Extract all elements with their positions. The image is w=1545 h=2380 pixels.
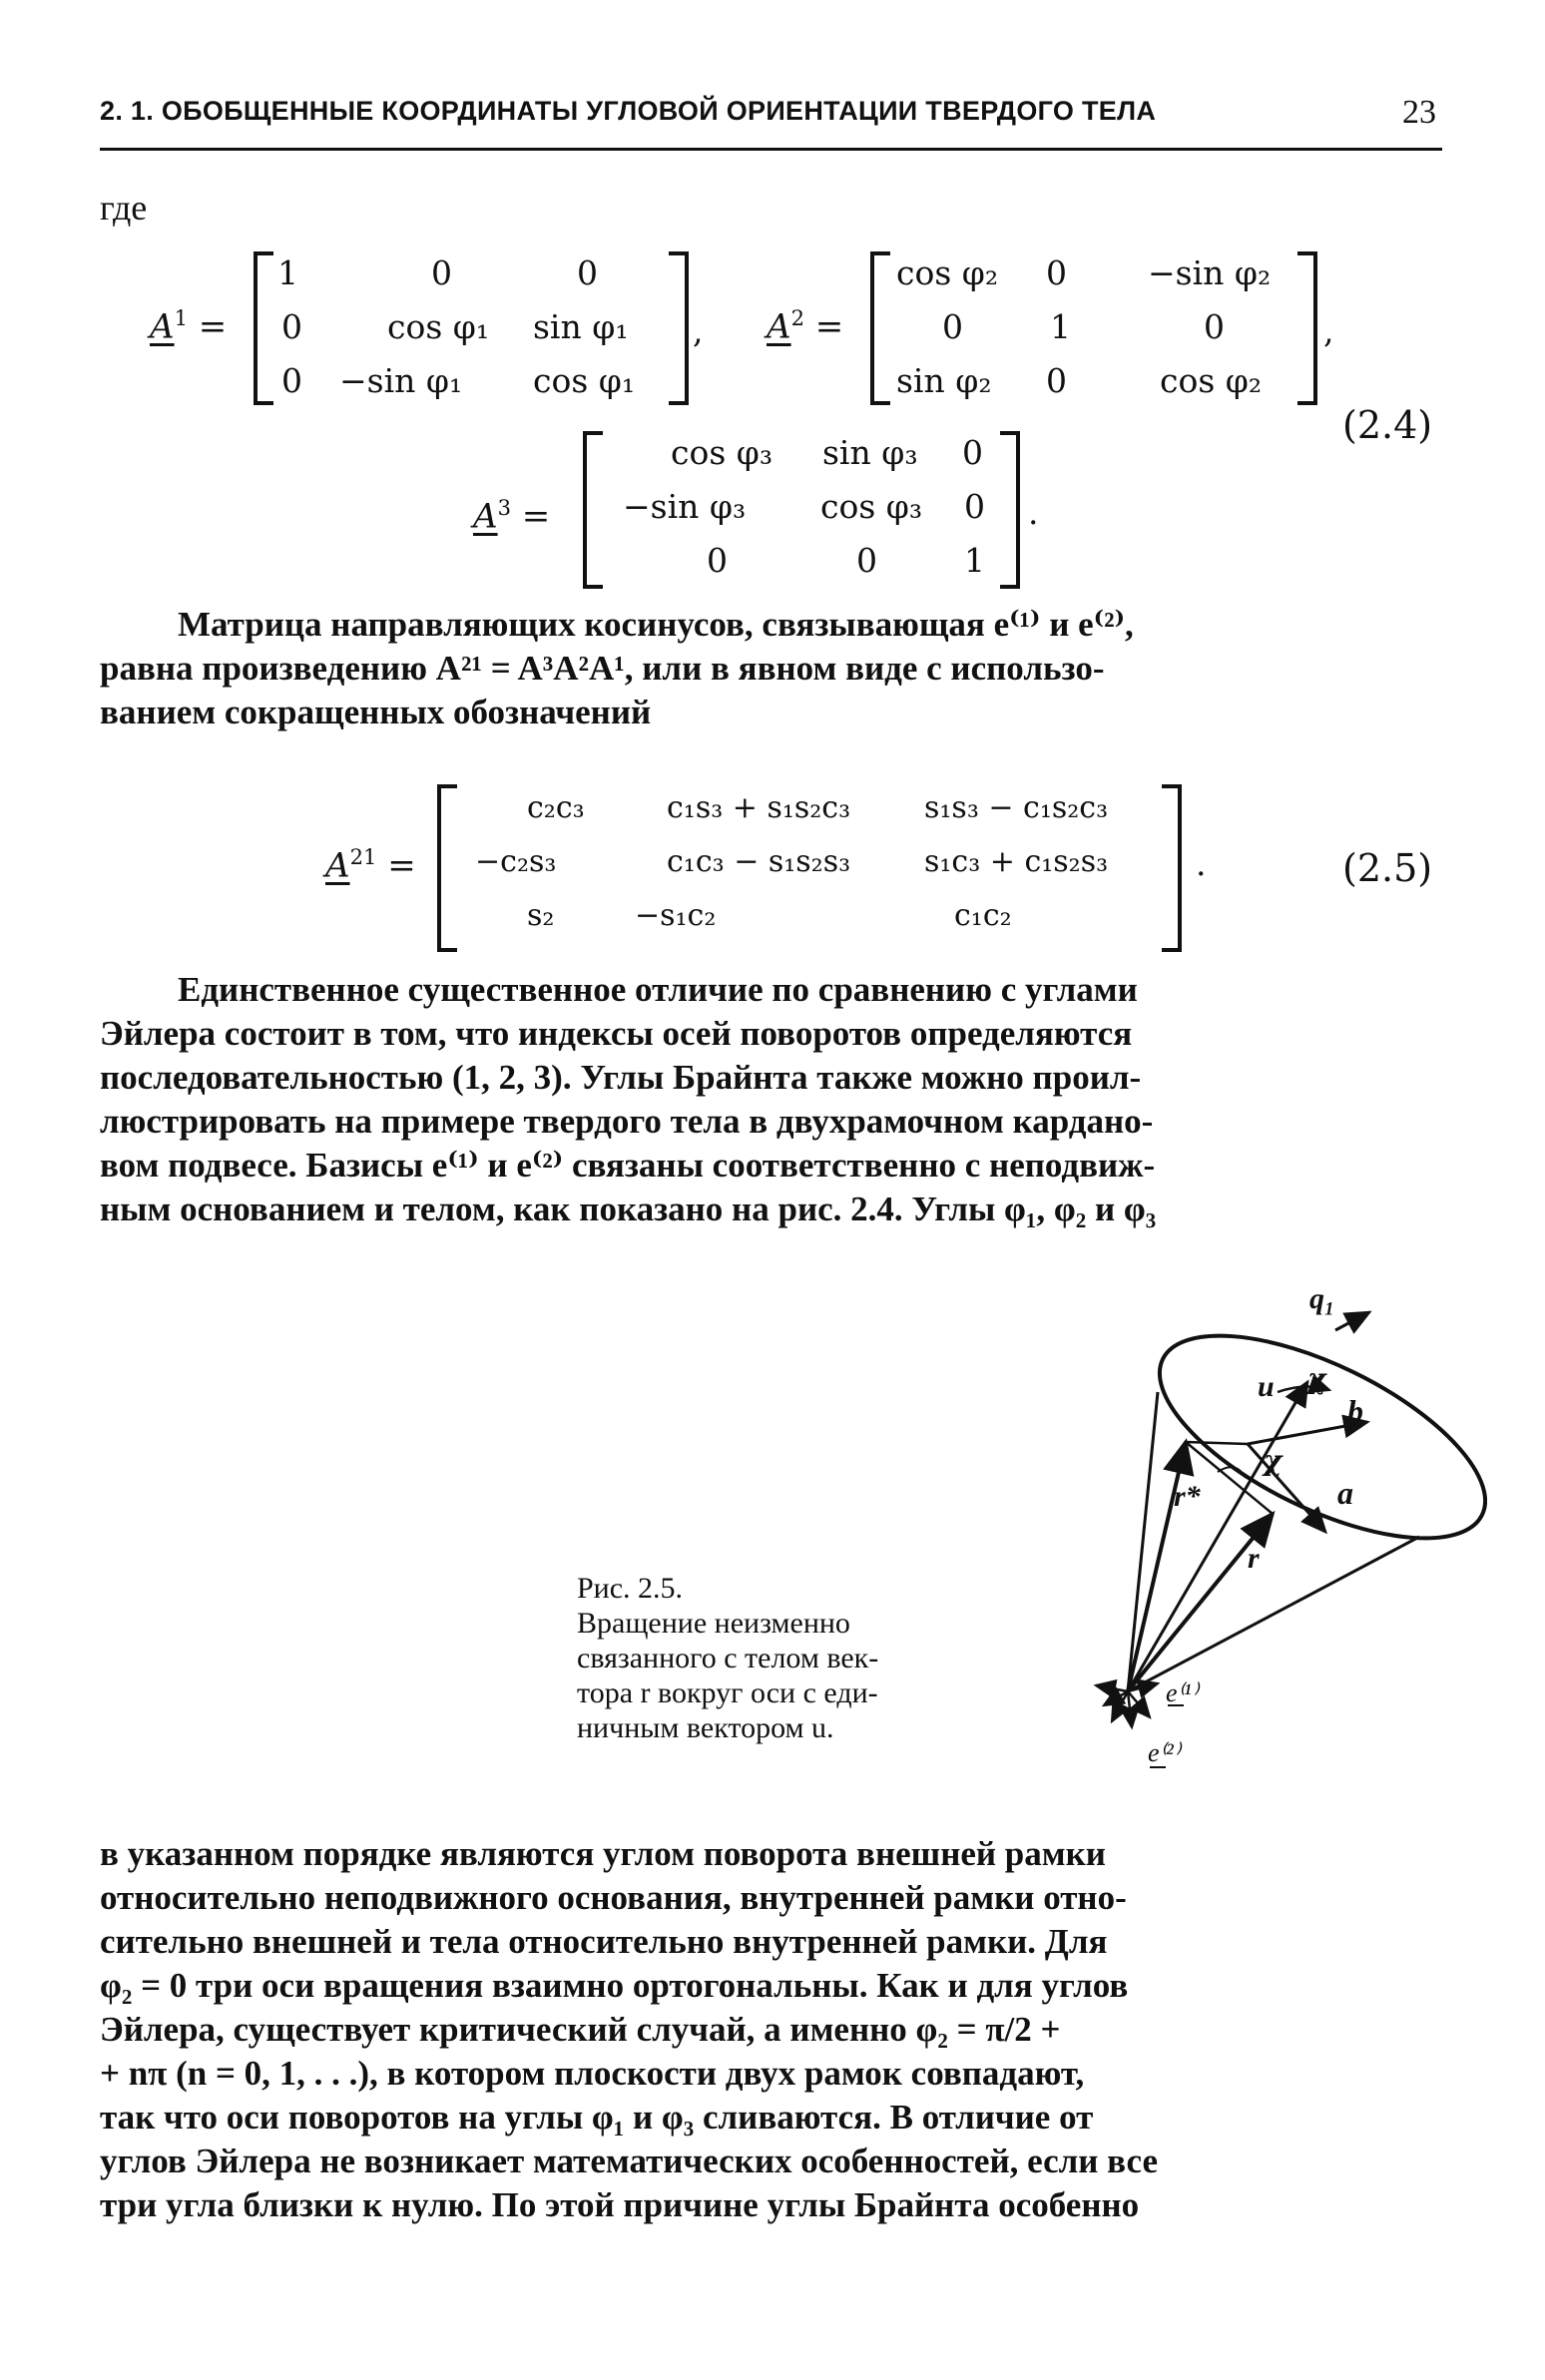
a3-r3c2: 0 [856, 541, 877, 580]
para3-line2: относительно неподвижного основания, внутренней рамки отно- [100, 1878, 1127, 1917]
a21-r3c3: c₁c₂ [954, 898, 1012, 933]
equation-number-2-4: (2.4) [1342, 403, 1433, 447]
label-u: u [1258, 1370, 1275, 1403]
para3-line6: + nπ (n = 0, 1, . . .), в котором плоскости двух рамок совпадают, [100, 2054, 1085, 2093]
para1-line2: равна произведению A²¹ = A³A²A¹, или в явном виде с использо- [100, 649, 1105, 688]
para2-line3: последовательностью (1, 2, 3). Углы Брайнта также можно проил- [100, 1058, 1142, 1097]
figure-caption-line1: Вращение неизменно [577, 1607, 850, 1640]
label-r: r [1248, 1542, 1260, 1575]
a3-r1c1: cos φ₃ [671, 433, 773, 472]
matrix-a2-right-bracket [1297, 251, 1317, 405]
para3-line7: так что оси поворотов на углы φ₁ и φ₃ сливаются. В отличие от [100, 2098, 1094, 2137]
page-number: 23 [1402, 94, 1436, 131]
a3-r3c1: 0 [707, 541, 728, 580]
figure-caption-line3: тора r вокруг оси с еди- [577, 1676, 878, 1709]
para2-line2: Эйлера состоит в том, что индексы осей поворотов определяются [100, 1014, 1133, 1053]
para2-line5: вом подвесе. Базисы e⁽¹⁾ и e⁽²⁾ связаны соответственно с неподвиж- [100, 1146, 1156, 1185]
a3-r3c3: 1 [964, 541, 985, 580]
book-page: 2. 1. ОБОБЩЕННЫЕ КООРДИНАТЫ УГЛОВОЙ ОРИЕНТАЦИИ ТВЕРДОГО ТЕЛА 23 где $A^1$ = 1 0 0 0 cos φ₁ sin φ₁ 0 −sin φ₁ cos φ₁ , $A^2$ = cos φ₂ 0 −sin φ₂ 0 1 0 sin φ₂ 0 cos φ₂ , (2.4) $A^3$ = cos φ₃ sin φ₃ 0 −sin φ₃ cos φ₃ 0 0 0 1 . Матрица направляющих косинусов, связывающая e⁽¹⁾ и e⁽²⁾, равна произведению A²¹ = A³A²A¹, или в явном виде с использо- ванием сокращенных обозначений $A^{21}$ = c₂c₃ c₁s₃ + s₁s₂c₃ s₁s₃ − c₁s₂c₃ −c₂s₃ c₁c₃ − s₁s₂s₃ s₁c₃ + c₁s₂s₃ s₂ −s₁c₂ c₁c₂ . (2.5) Единственное существенное отличие по сравнению с углами Эйлера состоит в том, что индексы осей поворотов определяются последовательностью (1, 2, 3). Углы Брайнта также можно проил- люстрировать на примере твердого тела в двухрамочном кардано- вом подвесе. Базисы e⁽¹⁾ и e⁽²⁾ связаны соответственно с неподвиж- ным основанием и телом, как показано на рис. 2.4. Углы φ₁, φ₂ и φ₃ Рис. 2.5. Вращение неизменно связанного с телом век- тора r вокруг оси с еди- ничным вектором u. q₁ u χ χ b a r* r e⁽¹⁾ e⁽²⁾ в указанном порядке являются углом поворота внешней рамки относительно неподвижного основания, внутренней рамки отно- сительно внешней и тела относительно внутренней рамки. Для φ₂ = 0 три оси вращения взаимно ортогональны. Как и для углов Эйлера, существует критический случай, а именно φ₂ = π/2 + + nπ (n = 0, 1, . . .), в котором плоскости двух рамок совпадают, так что оси поворотов на углы φ₁ и φ₃ сливаются. В отличие от углов Эйлера не возникает математических особенностей, если все три угла близки к нулю. По этой причине углы Брайнта особенно [0, 0, 1545, 2380]
figure-caption-line2: связанного с телом век- [577, 1642, 879, 1674]
para3-line9: три угла близки к нулю. По этой причине углы Брайнта особенно [100, 2185, 1140, 2224]
matrix-a3-right-bracket [1000, 431, 1020, 589]
a1-r2c2: cos φ₁ [387, 307, 490, 346]
a1-r1c2: 0 [431, 253, 452, 292]
paragraph-bryant-angles [100, 968, 1442, 1231]
matrix-a2-label: $A^2$ = [767, 305, 844, 347]
a3-r2c3: 0 [964, 487, 985, 526]
a2-r1c2: 0 [1046, 253, 1067, 292]
label-b: b [1347, 1393, 1363, 1429]
paragraph-direction-cosines [100, 603, 1442, 734]
para1-line3: ванием сокращенных обозначений [100, 693, 652, 731]
label-a: a [1337, 1475, 1353, 1511]
header-title: 2. 1. ОБОБЩЕННЫЕ КООРДИНАТЫ УГЛОВОЙ ОРИЕНТАЦИИ ТВЕРДОГО ТЕЛА [100, 96, 1157, 126]
running-header [100, 96, 1442, 151]
para3-line8: углов Эйлера не возникает математических особенностей, если все [100, 2142, 1158, 2180]
a2-r3c1: sin φ₂ [896, 361, 992, 400]
a3-r2c2: cos φ₃ [820, 487, 923, 526]
figure-caption-line4: ничным вектором u. [577, 1711, 834, 1744]
figure-caption [577, 1571, 1006, 1745]
matrix-a21-left-bracket [437, 784, 457, 952]
label-e1: e⁽¹⁾ [1166, 1678, 1199, 1707]
a21-r3c1: s₂ [527, 898, 555, 933]
a2-r2c1: 0 [942, 307, 963, 346]
label-q: q₁ [1309, 1282, 1335, 1315]
para3-line3: сительно внешней и тела относительно внутренней рамки. Для [100, 1922, 1108, 1961]
cone-base-ellipse [1131, 1294, 1487, 1579]
a3-r2c1: −sin φ₃ [623, 487, 747, 526]
a21-r2c2: c₁c₃ − s₁s₂s₃ [667, 844, 851, 879]
a21-r2c3: s₁c₃ + c₁s₂s₃ [924, 844, 1109, 879]
matrix-a3-left-bracket [583, 431, 603, 589]
para2-line1: Единственное существенное отличие по сравнению с углами [178, 970, 1138, 1009]
para3-line5: Эйлера, существует критический случай, а именно φ₂ = π/2 + [100, 2010, 1061, 2049]
paragraph-critical-case [100, 1832, 1442, 2227]
basis-e1-arrow-2 [1096, 1685, 1128, 1691]
figure-caption-title: Рис. 2.5. [577, 1572, 684, 1605]
label-chi-top: χ [1307, 1362, 1326, 1395]
radius-line [1186, 1442, 1248, 1444]
vector-a [1248, 1444, 1325, 1532]
a21-r2c1: −c₂s₃ [475, 844, 557, 879]
a2-r3c2: 0 [1046, 361, 1067, 400]
para2-line4: люстрировать на примере твердого тела в двухрамочном кардано- [100, 1102, 1154, 1141]
label-chi-inner: χ [1264, 1444, 1283, 1477]
where-word: где [100, 188, 148, 228]
matrix-a2-left-bracket [870, 251, 890, 405]
a1-r2c1: 0 [281, 307, 302, 346]
para2-line6: ным основанием и телом, как показано на рис. 2.4. Углы φ₁, φ₂ и φ₃ [100, 1190, 1157, 1228]
a1-r2c3: sin φ₁ [533, 307, 629, 346]
a1-r3c1: 0 [281, 361, 302, 400]
a1-r1c3: 0 [577, 253, 598, 292]
rotation-cone-figure [1068, 1282, 1487, 1821]
a2-r2c3: 0 [1204, 307, 1225, 346]
a21-r3c2: −s₁c₂ [635, 898, 717, 933]
a21-r1c3: s₁s₃ − c₁s₂c₃ [924, 790, 1109, 825]
para3-line1: в указанном порядке являются углом поворота внешней рамки [100, 1834, 1106, 1873]
matrix-a3-label: $A^3$ = [473, 495, 551, 537]
a3-r1c3: 0 [962, 433, 983, 472]
a1-r3c3: cos φ₁ [533, 361, 636, 400]
equation-number-2-5: (2.5) [1342, 846, 1433, 890]
a21-r1c1: c₂c₃ [527, 790, 585, 825]
matrix-a1-left-bracket [254, 251, 273, 405]
para1-line1: Матрица направляющих косинусов, связывающая e⁽¹⁾ и e⁽²⁾, [178, 605, 1134, 644]
a1-r1c1: 1 [277, 253, 298, 292]
a2-r3c3: cos φ₂ [1160, 361, 1263, 400]
matrix-a1-label: $A^1$ = [150, 305, 228, 347]
a2-r2c2: 1 [1050, 307, 1071, 346]
matrix-a1-right-bracket [669, 251, 689, 405]
para3-line4: φ₂ = 0 три оси вращения взаимно ортогональны. Как и для углов [100, 1966, 1129, 2005]
a2-r1c3: −sin φ₂ [1148, 253, 1272, 292]
a3-r1c2: sin φ₃ [822, 433, 918, 472]
label-r-star: r* [1174, 1480, 1201, 1513]
q-arrow [1335, 1312, 1369, 1330]
a21-r1c2: c₁s₃ + s₁s₂c₃ [667, 790, 851, 825]
label-e2: e⁽²⁾ [1148, 1738, 1181, 1767]
a1-r3c2: −sin φ₁ [339, 361, 463, 400]
a2-r1c1: cos φ₂ [896, 253, 999, 292]
matrix-a21-right-bracket [1162, 784, 1182, 952]
matrix-a21-label: $A^{21}$ = [325, 844, 416, 886]
